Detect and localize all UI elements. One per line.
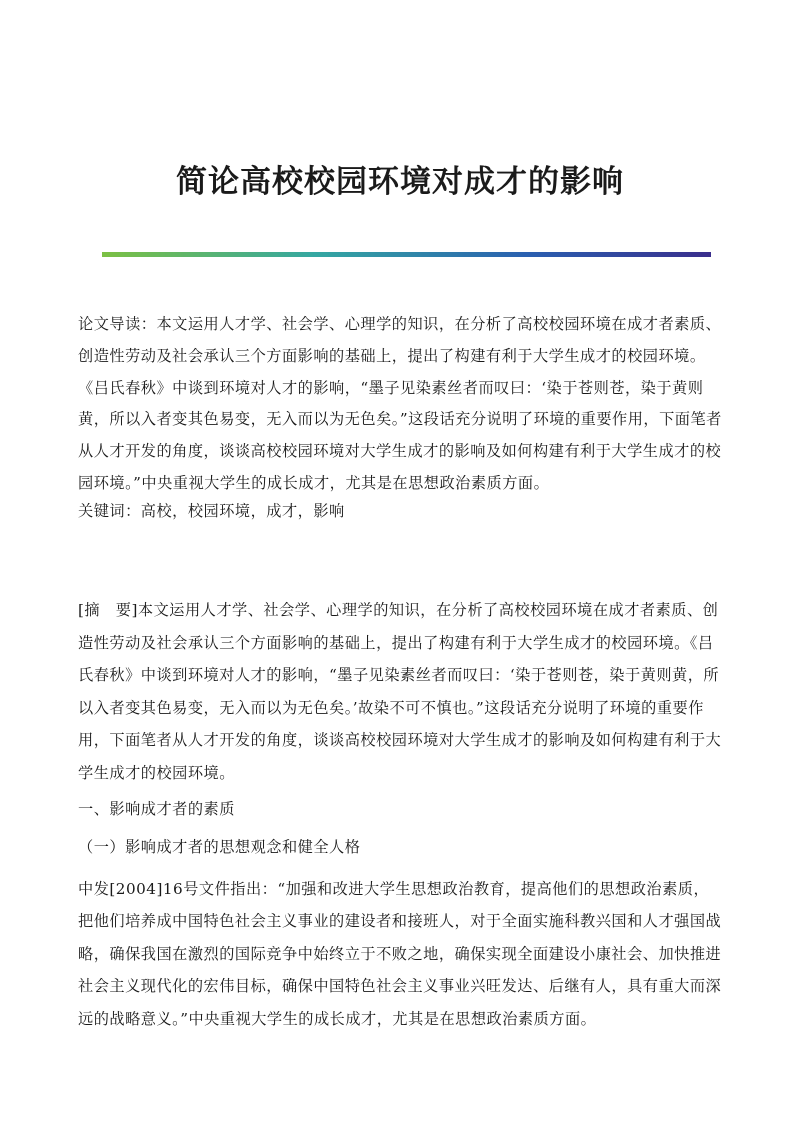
title-divider: [102, 252, 711, 257]
body-paragraph: 中发[2004]16号文件指出：“加强和改进大学生思想政治教育，提高他们的思想政治素质，把他们培养成中国特色社会主义事业的建设者和接班人，对于全面实施科教兴国和人才强国战略，确保我国在激烈的国际竞争中始终立于不败之地，确保实现全面建设小康社会、加快推进社会主义现代化的宏伟目标，确保中国特色社会主义事业兴旺发达、后继有人，具有重大而深远的战略意义。”中央重视大学生的成长成才，尤其是在思想政治素质方面。: [78, 880, 722, 1028]
lead-paragraph: 论文导读：本文运用人才学、社会学、心理学的知识，在分析了高校校园环境在成才者素质、创造性劳动及社会承认三个方面影响的基础上，提出了构建有利于大学生成才的校园环境。《吕氏春秋》中谈到环境对人才的影响，“墨子见染素丝者而叹曰：‘染于苍则苍，染于黄则黄，所以入者变其色易变，无入而以为无色矣。”这段话充分说明了环境的重要作用，下面笔者从人才开发的角度，谈谈高校校园环境对大学生成才的影响及如何构建有利于大学生成才的校园环境。”中央重视大学生的成长成才，尤其是在思想政治素质方面。: [78, 315, 722, 492]
abstract-paragraph: [摘 要]本文运用人才学、社会学、心理学的知识，在分析了高校校园环境在成才者素质、创造性劳动及社会承认三个方面影响的基础上，提出了构建有利于大学生成才的校园环境。《吕氏春秋》中谈到环境对人才的影响，“墨子见染素丝者而叹曰：‘染于苍则苍，染于黄则黄，所以入者变其色易变，无入而以为无色矣。’故染不可不慎也。”这段话充分说明了环境的重要作用，下面笔者从人才开发的角度，谈谈高校校园环境对大学生成才的影响及如何构建有利于大学生成才的校园环境。: [78, 601, 722, 782]
page-title: 简论高校校园环境对成才的影响: [176, 164, 624, 200]
section-heading: 一、影响成才者的素质: [78, 800, 235, 818]
keywords-line: 关键词：高校，校园环境，成才，影响: [78, 502, 345, 520]
subsection-heading: （一）影响成才者的思想观念和健全人格: [78, 838, 361, 856]
